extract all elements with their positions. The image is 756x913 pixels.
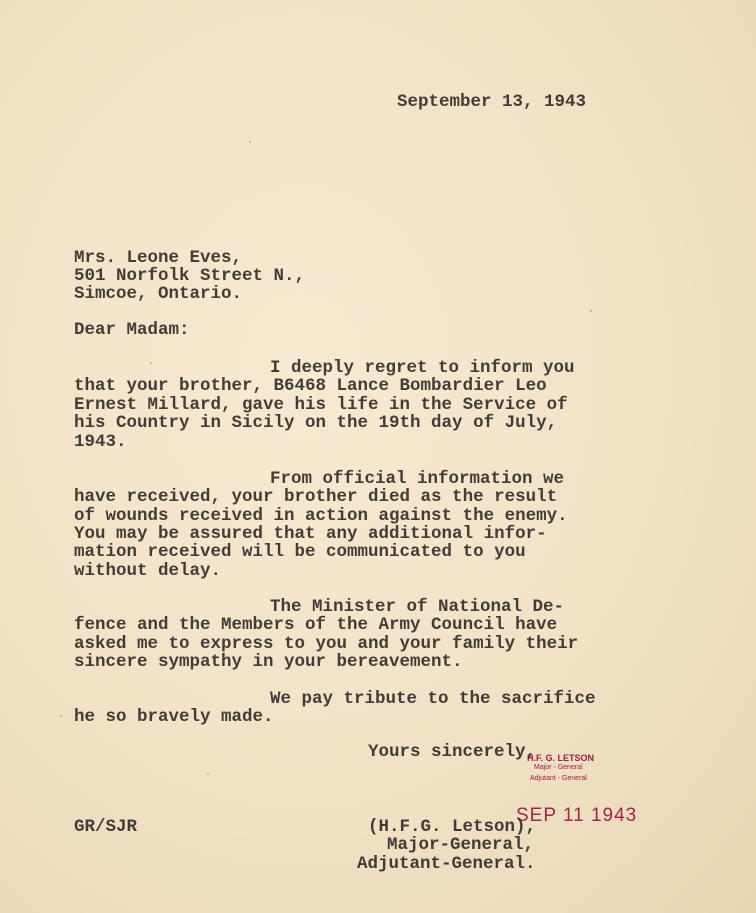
body-line: that your brother, B6468 Lance Bombardier Leo bbox=[74, 376, 547, 396]
letter-date: September 13, 1943 bbox=[397, 92, 587, 112]
stamp-name: H.F. G. LETSON bbox=[527, 753, 595, 763]
reference-initials: GR/SJR bbox=[74, 817, 138, 837]
closing: Yours sincerely, bbox=[368, 742, 537, 762]
signatory-rank: Major-General, bbox=[387, 835, 535, 855]
paper-speck bbox=[150, 362, 152, 364]
body-line: I deeply regret to inform you bbox=[270, 358, 575, 378]
recipient-name: Mrs. Leone Eves, bbox=[74, 248, 243, 268]
stamp-title: Adjutant - General bbox=[530, 775, 587, 782]
recipient-city: Simcoe, Ontario. bbox=[74, 284, 243, 304]
received-date-stamp: SEP 11 1943 bbox=[516, 805, 638, 826]
body-line: The Minister of National De- bbox=[270, 597, 565, 617]
paper-speck bbox=[249, 141, 251, 143]
signatory-title: Adjutant-General. bbox=[357, 854, 536, 874]
body-line: have received, your brother died as the result bbox=[74, 487, 558, 507]
body-line: We pay tribute to the sacrifice bbox=[270, 689, 596, 709]
body-line: fence and the Members of the Army Council have bbox=[74, 615, 558, 635]
body-line: You may be assured that any additional infor- bbox=[74, 524, 547, 544]
body-line: sincere sympathy in your bereavement. bbox=[74, 652, 463, 672]
stamp-rank: Major - General bbox=[534, 764, 583, 771]
body-line: mation received will be communicated to you bbox=[74, 542, 526, 562]
paper-speck bbox=[60, 715, 62, 717]
body-line: without delay. bbox=[74, 561, 222, 581]
body-line: he so bravely made. bbox=[74, 707, 274, 727]
signatory-name: (H.F.G. Letson), bbox=[368, 817, 537, 837]
body-line: 1943. bbox=[74, 432, 127, 452]
salutation: Dear Madam: bbox=[74, 320, 190, 340]
body-line: From official information we bbox=[270, 469, 565, 489]
paper-speck bbox=[207, 773, 209, 775]
paper-speck bbox=[590, 310, 592, 312]
body-line: Ernest Millard, gave his life in the Service of bbox=[74, 395, 568, 415]
recipient-street: 501 Norfolk Street N., bbox=[74, 266, 306, 286]
body-line: asked me to express to you and your family their bbox=[74, 634, 579, 654]
body-line: of wounds received in action against the enemy. bbox=[74, 506, 568, 526]
body-line: his Country in Sicily on the 19th day of July, bbox=[74, 413, 558, 433]
